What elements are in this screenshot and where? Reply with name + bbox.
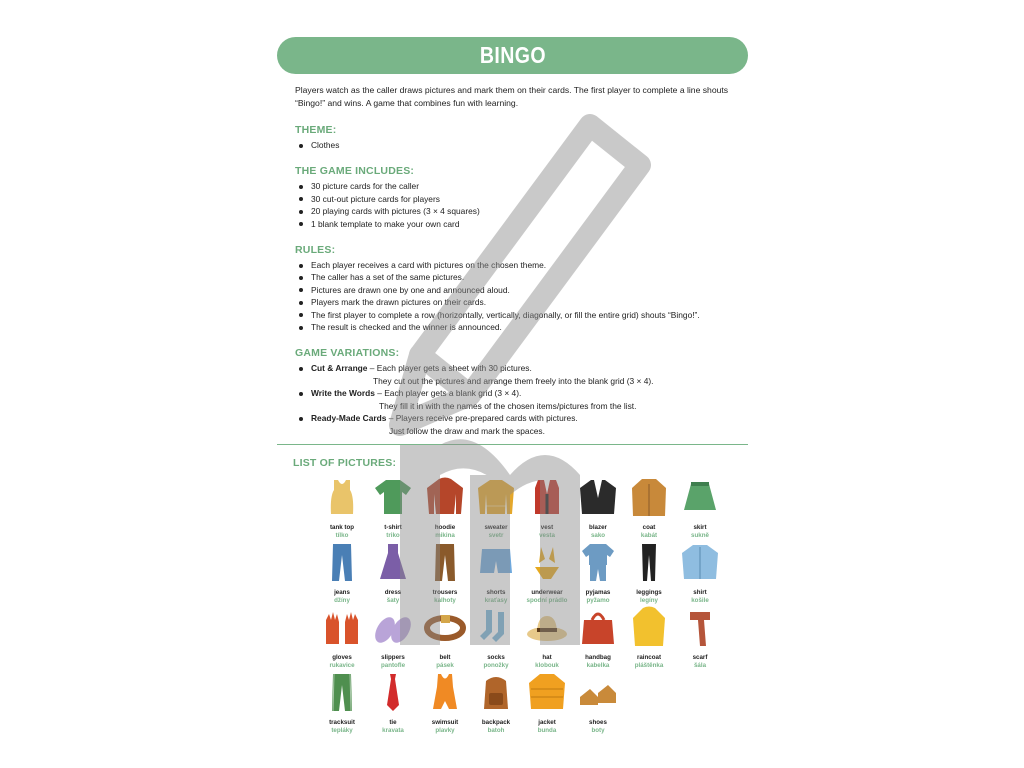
- picture-item: [469, 541, 523, 605]
- rules-heading: RULES:: [295, 244, 336, 257]
- variation-item: [295, 412, 745, 424]
- hat-icon: [525, 606, 569, 648]
- picture-name-cz: boty: [591, 727, 605, 734]
- shoes-icon: [576, 671, 620, 713]
- picture-item: [520, 476, 574, 540]
- picture-name-cz: plavky: [435, 727, 455, 734]
- theme-heading: THEME:: [295, 124, 337, 136]
- picture-item: [673, 606, 727, 670]
- picture-item: [366, 476, 420, 540]
- list-item: The result is checked and the winner is announced.: [295, 321, 745, 333]
- scarf-icon: [678, 606, 722, 648]
- picture-name-en: jacket: [538, 719, 556, 726]
- picture-item: [418, 606, 472, 670]
- backpack-icon: [474, 671, 518, 713]
- picture-name-cz: batoh: [487, 727, 505, 734]
- title-banner: [277, 37, 748, 74]
- picture-name-en: hoodie: [434, 524, 456, 531]
- picture-name-en: leggings: [636, 589, 662, 596]
- picture-name-cz: vesta: [539, 532, 555, 539]
- picture-name-en: trousers: [432, 589, 458, 596]
- picture-name-cz: tepláky: [331, 727, 353, 734]
- list-item: The caller has a set of the same pictures.: [295, 271, 745, 283]
- dress-icon: [371, 541, 415, 583]
- picture-item: [469, 606, 523, 670]
- gloves-icon: [320, 606, 364, 648]
- list-item: Pictures are drawn one by one and announced aloud.: [295, 284, 745, 296]
- handbag-icon: [576, 606, 620, 648]
- picture-item: [366, 541, 420, 605]
- picture-name-cz: pláštěnka: [634, 662, 664, 669]
- picture-name-en: jeans: [334, 589, 350, 596]
- slippers-icon: [371, 606, 415, 648]
- picture-name-en: slippers: [381, 654, 405, 661]
- variation-item: [295, 362, 745, 374]
- picture-item: [366, 671, 420, 735]
- picture-name-cz: legíny: [640, 597, 658, 604]
- picture-name-en: hat: [542, 654, 552, 661]
- variations-list: [295, 362, 745, 436]
- picture-name-en: handbag: [585, 654, 611, 661]
- picture-name-en: underwear: [531, 589, 563, 596]
- picture-name-cz: džíny: [334, 597, 350, 604]
- variation-name: Write the Words: [311, 388, 375, 399]
- picture-name-cz: kraťasy: [484, 597, 508, 604]
- hoodie-icon: [423, 476, 467, 518]
- variation-name: Ready-Made Cards: [311, 413, 387, 424]
- shirt-icon: [678, 541, 722, 583]
- list-item: Clothes: [295, 139, 745, 151]
- picture-item: [469, 671, 523, 735]
- section-divider: [277, 444, 748, 445]
- variation-text: – Each player gets a blank grid (3 × 4).: [374, 388, 522, 399]
- variation-item: [295, 387, 745, 399]
- picture-name-en: skirt: [693, 524, 707, 531]
- picture-name-cz: bunda: [537, 727, 557, 734]
- picture-name-en: socks: [487, 654, 505, 661]
- list-item: Each player receives a card with pictures on the chosen theme.: [295, 259, 745, 271]
- picture-name-cz: kabát: [640, 532, 658, 539]
- picture-item: [315, 476, 369, 540]
- picture-item: [571, 541, 625, 605]
- list-item: 30 picture cards for the caller: [295, 180, 745, 192]
- picture-name-cz: ponožky: [483, 662, 509, 669]
- picture-name-en: tracksuit: [329, 719, 355, 726]
- picture-item: [520, 541, 574, 605]
- list-item: 20 playing cards with pictures (3 × 4 squares): [295, 205, 745, 217]
- picture-name-en: gloves: [332, 654, 352, 661]
- picture-name-en: tank top: [329, 524, 355, 531]
- picture-item: [520, 606, 574, 670]
- list-item: The first player to complete a row (horizontally, vertically, diagonally, or fill the entire grid) shouts “Bingo!”.: [295, 309, 745, 321]
- underwear-icon: [525, 541, 569, 583]
- shorts-icon: [474, 541, 518, 583]
- picture-name-en: coat: [642, 524, 656, 531]
- picture-item: [315, 541, 369, 605]
- variation-subtext: They fill it in with the names of the chosen items/pictures from the list.: [379, 400, 637, 411]
- picture-item: [418, 476, 472, 540]
- t-shirt-icon: [371, 476, 415, 518]
- picture-name-cz: kabelka: [586, 662, 610, 669]
- picture-name-cz: klobouk: [535, 662, 559, 669]
- list-heading: LIST OF PICTURES:: [293, 457, 397, 469]
- list-item: Players mark the drawn pictures on their cards.: [295, 296, 745, 308]
- skirt-icon: [678, 476, 722, 518]
- picture-item: [315, 671, 369, 735]
- picture-name-cz: pantofle: [380, 662, 406, 669]
- picture-item: [469, 476, 523, 540]
- worksheet-page: [277, 0, 748, 768]
- jeans-icon: [320, 541, 364, 583]
- variation-subtext: They cut out the pictures and arrange them freely into the blank grid (3 × 4).: [373, 375, 654, 386]
- picture-item: [315, 606, 369, 670]
- tracksuit-icon: [320, 671, 364, 713]
- picture-name-cz: spodní prádlo: [526, 597, 568, 604]
- picture-name-en: blazer: [589, 524, 607, 531]
- picture-item: [418, 671, 472, 735]
- picture-name-en: shoes: [589, 719, 607, 726]
- picture-item: [622, 541, 676, 605]
- picture-name-en: backpack: [481, 719, 511, 726]
- picture-name-en: tie: [389, 719, 397, 726]
- pyjamas-icon: [576, 541, 620, 583]
- picture-name-en: pyjamas: [585, 589, 611, 596]
- picture-name-cz: svetr: [488, 532, 504, 539]
- blazer-icon: [576, 476, 620, 518]
- variation-subtext: Just follow the draw and mark the spaces.: [389, 425, 545, 436]
- picture-item: [571, 476, 625, 540]
- rules-list: [295, 259, 745, 333]
- picture-name-en: belt: [439, 654, 451, 661]
- picture-name-cz: šála: [693, 662, 707, 669]
- tie-icon: [371, 671, 415, 713]
- trousers-icon: [423, 541, 467, 583]
- picture-name-cz: sukně: [691, 532, 709, 539]
- picture-item: [520, 671, 574, 735]
- picture-name-cz: pyžamo: [586, 597, 610, 604]
- variation-text: – Players receive pre-prepared cards with pictures.: [386, 413, 578, 424]
- picture-item: [366, 606, 420, 670]
- picture-name-cz: kravata: [382, 727, 404, 734]
- includes-heading: THE GAME INCLUDES:: [295, 165, 415, 178]
- picture-item: [673, 541, 727, 605]
- picture-name-cz: pásek: [436, 662, 454, 669]
- picture-name-en: scarf: [692, 654, 708, 661]
- picture-item: [673, 476, 727, 540]
- belt-icon: [423, 606, 467, 648]
- picture-item: [571, 671, 625, 735]
- intro-text: Players watch as the caller draws pictures and mark them on their cards. The first player to complete a line shouts “Bingo!” and wins. A game that combines fun with learning.: [295, 85, 729, 108]
- picture-name-en: shirt: [693, 589, 707, 596]
- list-item: 1 blank template to make your own card: [295, 218, 745, 230]
- picture-name-cz: tílko: [335, 532, 349, 539]
- picture-name-cz: kalhoty: [434, 597, 456, 604]
- swimsuit-icon: [423, 671, 467, 713]
- vest-icon: [525, 476, 569, 518]
- picture-name-en: raincoat: [636, 654, 662, 661]
- picture-name-cz: rukavice: [329, 662, 355, 669]
- picture-item: [418, 541, 472, 605]
- variations-heading: GAME VARIATIONS:: [295, 347, 400, 360]
- raincoat-icon: [627, 606, 671, 648]
- picture-name-en: swimsuit: [431, 719, 459, 726]
- picture-name-en: vest: [540, 524, 554, 531]
- picture-item: [571, 606, 625, 670]
- page-title: BINGO: [479, 42, 546, 68]
- list-item: 30 cut-out picture cards for players: [295, 193, 745, 205]
- picture-name-en: t-shirt: [384, 524, 402, 531]
- picture-name-cz: triko: [386, 532, 400, 539]
- content: [295, 84, 745, 437]
- variation-name: Cut & Arrange: [311, 363, 368, 374]
- picture-name-en: shorts: [486, 589, 506, 596]
- picture-name-cz: šaty: [386, 597, 400, 604]
- theme-list: [295, 139, 745, 151]
- jacket-icon: [525, 671, 569, 713]
- variation-text: – Each player gets a sheet with 30 pictures.: [367, 363, 532, 374]
- picture-name-cz: sako: [590, 532, 606, 539]
- socks-icon: [474, 606, 518, 648]
- picture-name-cz: mikina: [435, 532, 455, 539]
- picture-name-en: sweater: [484, 524, 508, 531]
- picture-item: [622, 606, 676, 670]
- picture-name-en: dress: [384, 589, 402, 596]
- sweater-icon: [474, 476, 518, 518]
- tank-top-icon: [320, 476, 364, 518]
- picture-name-cz: košile: [691, 597, 709, 604]
- coat-icon: [627, 476, 671, 518]
- picture-item: [622, 476, 676, 540]
- leggings-icon: [627, 541, 671, 583]
- includes-list: [295, 180, 745, 230]
